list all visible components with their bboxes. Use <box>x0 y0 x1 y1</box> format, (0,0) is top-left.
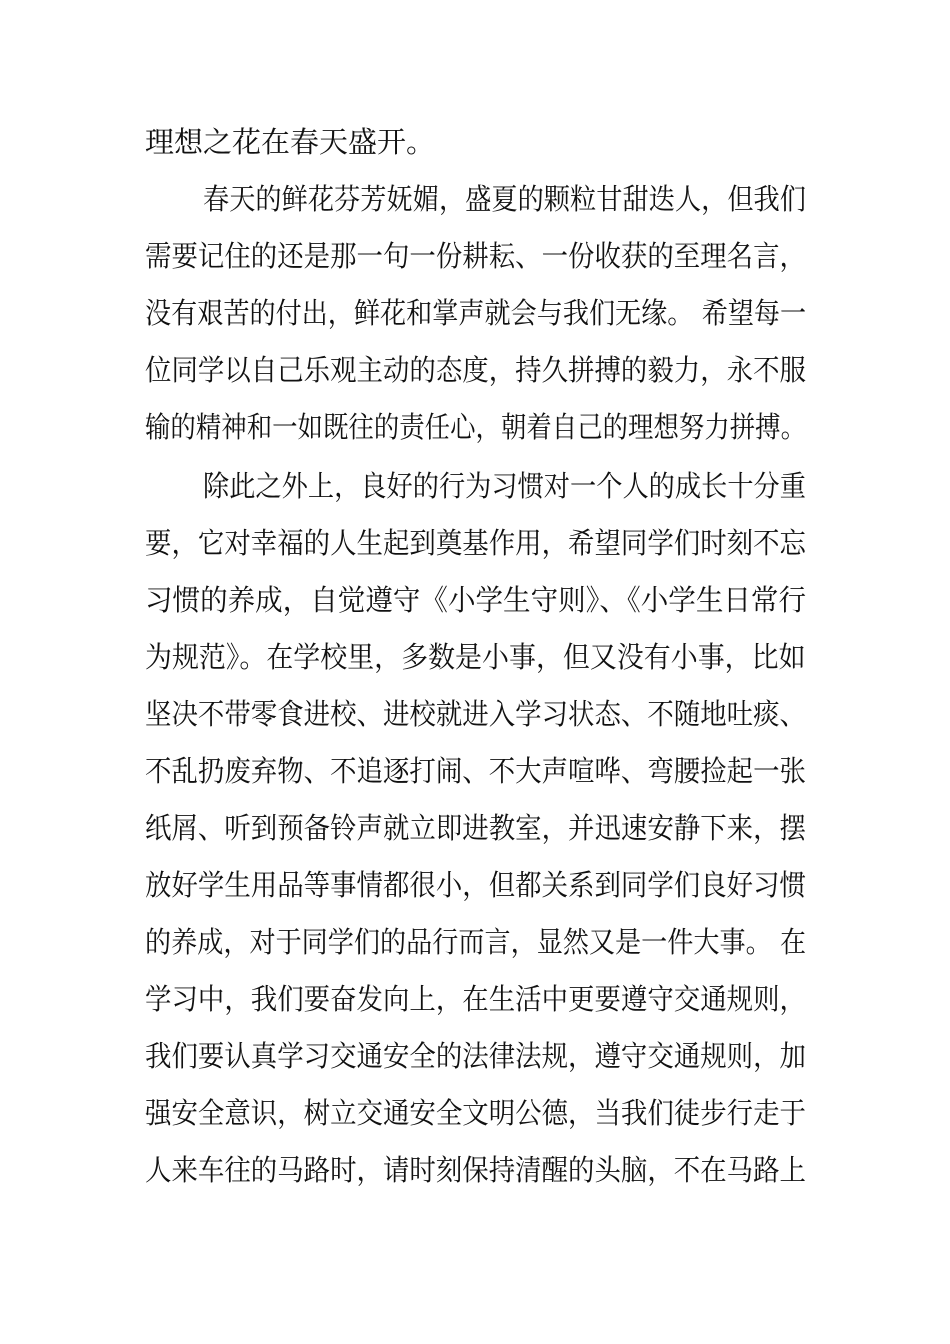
text-line <box>0 808 950 848</box>
text-line-content: 需要记住的还是那一句一份耕耘、一份收获的至理名言， <box>145 239 806 273</box>
text-line-content: 学习中，我们要奋发向上，在生活中更要遵守交通规则， <box>145 982 806 1016</box>
text-line <box>0 523 950 563</box>
text-line-content: 没有艰苦的付出，鲜花和掌声就会与我们无缘。 希望每一 <box>145 296 807 330</box>
text-line <box>0 580 950 620</box>
text-line <box>0 466 950 506</box>
text-line-content: 春天的鲜花芬芳妩媚，盛夏的颗粒甘甜迭人，但我们 <box>203 182 806 216</box>
text-line-content: 习惯的养成，自觉遵守《小学生守则》、《小学生日常行 <box>145 583 807 617</box>
text-line-content: 我们要认真学习交通安全的法律法规，遵守交通规则，加 <box>145 1039 806 1073</box>
text-line-content: 不乱扔废弃物、不追逐打闹、不大声喧哗、弯腰捡起一张 <box>145 754 806 788</box>
text-line-content: 为规范》。在学校里，多数是小事，但又没有小事，比如 <box>145 640 806 674</box>
text-line <box>0 1036 950 1076</box>
text-line <box>0 922 950 962</box>
text-line <box>0 637 950 677</box>
text-line <box>0 1093 950 1133</box>
text-line <box>0 350 950 390</box>
text-line <box>0 407 950 447</box>
text-line <box>0 293 950 333</box>
text-line-content: 人来车往的马路时，请时刻保持清醒的头脑，不在马路上 <box>145 1153 806 1187</box>
text-line-content: 纸屑、听到预备铃声就立即进教室，并迅速安静下来，摆 <box>145 811 806 845</box>
text-line <box>0 236 950 276</box>
text-line-content: 理想之花在春天盛开。 <box>145 125 436 159</box>
text-line <box>0 865 950 905</box>
text-line <box>0 122 950 162</box>
text-line <box>0 751 950 791</box>
text-line-content: 除此之外上，良好的行为习惯对一个人的成长十分重 <box>203 469 806 503</box>
text-line-content: 坚决不带零食进校、进校就进入学习状态、不随地吐痰、 <box>145 697 806 731</box>
text-line <box>0 979 950 1019</box>
text-line <box>0 694 950 734</box>
text-line <box>0 1150 950 1190</box>
text-line-content: 位同学以自己乐观主动的态度，持久拼搏的毅力，永不服 <box>145 353 806 387</box>
text-line <box>0 179 950 219</box>
text-line-content: 放好学生用品等事情都很小，但都关系到同学们良好习惯 <box>145 868 806 902</box>
text-line-content: 输的精神和一如既往的责任心，朝着自己的理想努力拼搏。 <box>145 410 807 444</box>
text-line-content: 的养成，对于同学们的品行而言，显然又是一件大事。 在 <box>145 925 807 959</box>
text-line-content: 强安全意识，树立交通安全文明公德，当我们徒步行走于 <box>145 1096 806 1130</box>
text-line-content: 要，它对幸福的人生起到奠基作用，希望同学们时刻不忘 <box>145 526 806 560</box>
